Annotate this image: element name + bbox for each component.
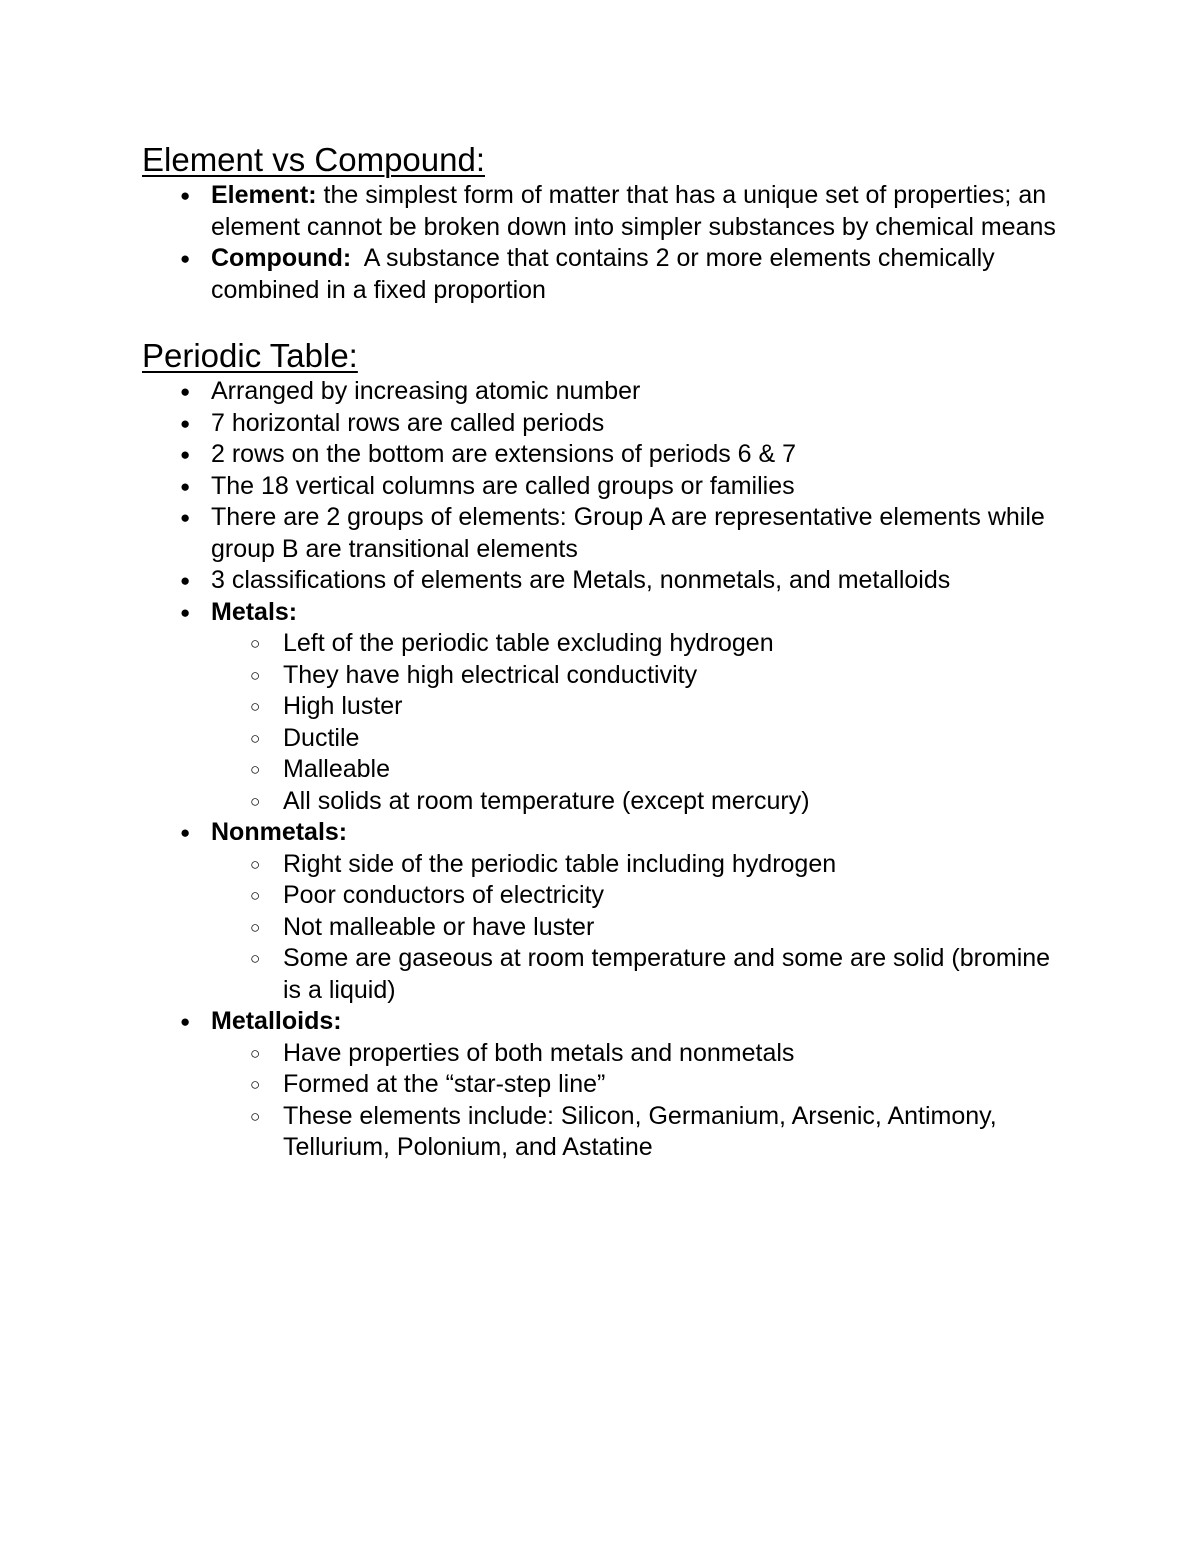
hollow-bullet-icon: ○ — [250, 665, 261, 685]
hollow-bullet-icon: ○ — [250, 1106, 261, 1126]
sub-list-item — [142, 943, 1062, 1006]
hollow-bullet-icon: ○ — [250, 634, 261, 653]
sub-list-item-text: Not malleable or have luster — [283, 912, 595, 941]
hollow-bullet-icon: ○ — [250, 917, 261, 937]
hollow-bullet-icon: ○ — [250, 791, 261, 811]
list-item-text: The 18 vertical columns are called groups or families — [211, 471, 795, 500]
subheading-label: Metalloids: — [211, 1007, 342, 1035]
sub-list-item — [142, 880, 1062, 912]
bullet-list — [142, 180, 1062, 306]
list-item — [142, 408, 1062, 440]
sub-list-item-text: They have high electrical conductivity — [283, 660, 698, 689]
bullet-icon: ● — [180, 445, 191, 464]
list-item — [142, 565, 1062, 597]
sub-list-item — [142, 628, 1062, 660]
sub-bullet-list — [211, 628, 1062, 817]
sub-bullet-list — [211, 849, 1062, 1007]
sub-list-item — [142, 1101, 1062, 1164]
list-item-metalloids — [142, 1006, 1062, 1164]
sub-list-item — [142, 754, 1062, 786]
list-item-text: There are 2 groups of elements: Group A are representative elements while group B are transitional elements — [211, 503, 1045, 563]
bullet-icon: ● — [180, 476, 191, 496]
sub-list-item-text: All solids at room temperature (except mercury) — [283, 786, 810, 815]
sub-list-item-text: Formed at the “star-step line” — [283, 1070, 606, 1098]
list-item — [142, 376, 1062, 408]
sub-list-item-text: High luster — [283, 692, 403, 720]
subheading-label: Metals: — [211, 597, 298, 626]
section-periodic-table — [142, 336, 1062, 1164]
document-page — [142, 140, 1062, 1164]
term-definition: A substance that contains 2 or more elements chemically combined in a fixed proportion — [211, 244, 1002, 304]
hollow-bullet-icon: ○ — [250, 1043, 261, 1063]
sub-list-item-text: Have properties of both metals and nonmetals — [283, 1038, 795, 1067]
term-label: Compound: — [211, 244, 352, 272]
bullet-icon: ● — [180, 382, 191, 401]
list-item — [142, 502, 1062, 565]
sub-list-item — [142, 1038, 1062, 1070]
sub-list-item-text: Poor conductors of electricity — [283, 881, 604, 909]
sub-list-item-text: Some are gaseous at room temperature and some are solid (bromine is a liquid) — [283, 944, 1051, 1004]
bullet-icon: ● — [180, 508, 191, 527]
bullet-icon: ● — [180, 413, 191, 433]
sub-list-item-text: Malleable — [283, 755, 391, 783]
bullet-icon: ● — [180, 602, 191, 622]
bullet-list — [142, 376, 1062, 1164]
hollow-bullet-icon: ○ — [250, 760, 261, 779]
sub-bullet-list — [211, 1038, 1062, 1164]
bullet-icon: ● — [180, 186, 191, 205]
list-item-text: 3 classifications of elements are Metals, nonmetals, and metalloids — [211, 566, 951, 594]
hollow-bullet-icon: ○ — [250, 854, 261, 874]
list-item-text: 7 horizontal rows are called periods — [211, 408, 605, 437]
sub-list-item-text: These elements include: Silicon, Germanium, Arsenic, Antimony, Tellurium, Polonium, and Astatine — [283, 1101, 997, 1161]
sub-list-item — [142, 723, 1062, 755]
hollow-bullet-icon: ○ — [250, 697, 261, 716]
bullet-icon: ● — [180, 823, 191, 842]
sub-list-item — [142, 849, 1062, 881]
list-item-metals — [142, 597, 1062, 818]
section-heading: Periodic Table: — [142, 337, 358, 374]
bullet-icon: ● — [180, 1012, 191, 1031]
list-item-text: Arranged by increasing atomic number — [211, 377, 641, 405]
section-heading: Element vs Compound: — [142, 141, 486, 178]
hollow-bullet-icon: ○ — [250, 886, 261, 905]
list-item — [142, 180, 1062, 243]
sub-list-item-text: Left of the periodic table excluding hydrogen — [283, 629, 774, 657]
sub-list-item — [142, 691, 1062, 723]
bullet-icon: ● — [180, 249, 191, 268]
sub-list-item — [142, 786, 1062, 818]
subheading-label: Nonmetals: — [211, 818, 348, 846]
bullet-icon: ● — [180, 571, 191, 590]
hollow-bullet-icon: ○ — [250, 1075, 261, 1094]
section-element-vs-compound — [142, 140, 1062, 306]
sub-list-item-text: Ductile — [283, 723, 360, 752]
sub-list-item-text: Right side of the periodic table including hydrogen — [283, 849, 837, 878]
term-definition: the simplest form of matter that has a unique set of properties; an element cannot be broken down into simpler substances by chemical means — [211, 181, 1056, 241]
list-item-text: 2 rows on the bottom are extensions of periods 6 & 7 — [211, 440, 797, 468]
sub-list-item — [142, 912, 1062, 944]
list-item — [142, 471, 1062, 503]
hollow-bullet-icon: ○ — [250, 728, 261, 748]
list-item — [142, 439, 1062, 471]
list-item-nonmetals — [142, 817, 1062, 1006]
term-label: Element: — [211, 181, 317, 209]
sub-list-item — [142, 1069, 1062, 1101]
sub-list-item — [142, 660, 1062, 692]
hollow-bullet-icon: ○ — [250, 949, 261, 968]
list-item — [142, 243, 1062, 306]
